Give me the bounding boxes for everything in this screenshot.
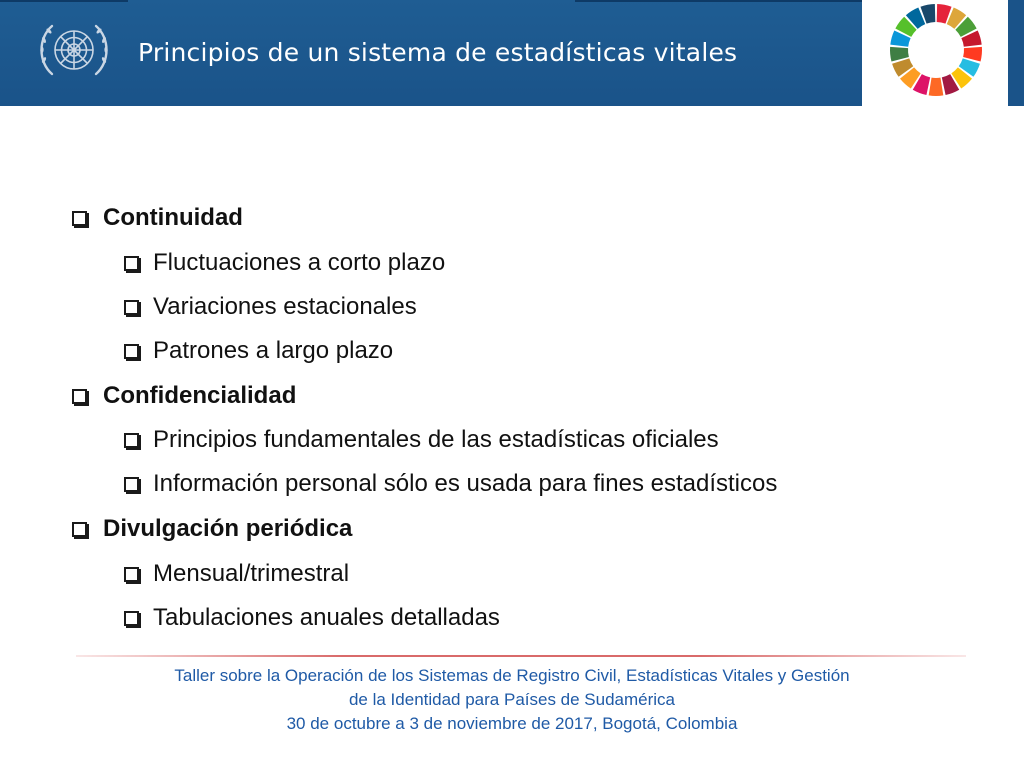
- checkbox-bullet-icon: [124, 300, 139, 315]
- bullet-variaciones: [124, 292, 417, 322]
- bullet-text: Tabulaciones anuales detalladas: [153, 604, 500, 631]
- bullet-tabulaciones: [124, 603, 500, 633]
- bullet-patrones: [124, 336, 393, 366]
- bullet-mensual: [124, 559, 349, 589]
- checkbox-bullet-icon: [124, 256, 139, 271]
- bullet-text: Variaciones estacionales: [153, 293, 417, 320]
- bullet-text: Continuidad: [103, 204, 243, 231]
- bullet-principios: [124, 425, 719, 455]
- bullet-text: Fluctuaciones a corto plazo: [153, 249, 446, 276]
- bullet-text: Información personal sólo es usada para fines estadísticos: [153, 470, 778, 497]
- checkbox-bullet-icon: [124, 344, 139, 359]
- bullet-confidencialidad: [72, 381, 296, 411]
- bullet-text: Mensual/trimestral: [153, 560, 350, 587]
- bullet-fluctuaciones: [124, 248, 445, 278]
- bullet-text: Principios fundamentales de las estadísticas oficiales: [153, 426, 719, 453]
- bullet-informacion: [124, 469, 777, 499]
- checkbox-bullet-icon: [72, 522, 87, 537]
- page-title: Principios de un sistema de estadísticas vitales: [138, 38, 738, 67]
- checkbox-bullet-icon: [72, 211, 87, 226]
- footer-line-2: de la Identidad para Países de Sudamérica: [348, 690, 676, 709]
- checkbox-bullet-icon: [72, 389, 87, 404]
- footer-line-3: 30 de octubre a 3 de noviembre de 2017, Bogotá, Colombia: [286, 714, 738, 733]
- bullet-text: Confidencialidad: [103, 382, 297, 409]
- bullet-text: Patrones a largo plazo: [153, 337, 394, 364]
- checkbox-bullet-icon: [124, 611, 139, 626]
- checkbox-bullet-icon: [124, 433, 139, 448]
- footer-divider: [76, 655, 966, 657]
- bullet-divulgacion: [72, 514, 352, 544]
- bullet-continuidad: [72, 203, 243, 233]
- checkbox-bullet-icon: [124, 567, 139, 582]
- footer-line-1: Taller sobre la Operación de los Sistemas de Registro Civil, Estadísticas Vitales y Gestión: [174, 666, 850, 685]
- bullet-text: Divulgación periódica: [103, 515, 353, 542]
- checkbox-bullet-icon: [124, 477, 139, 492]
